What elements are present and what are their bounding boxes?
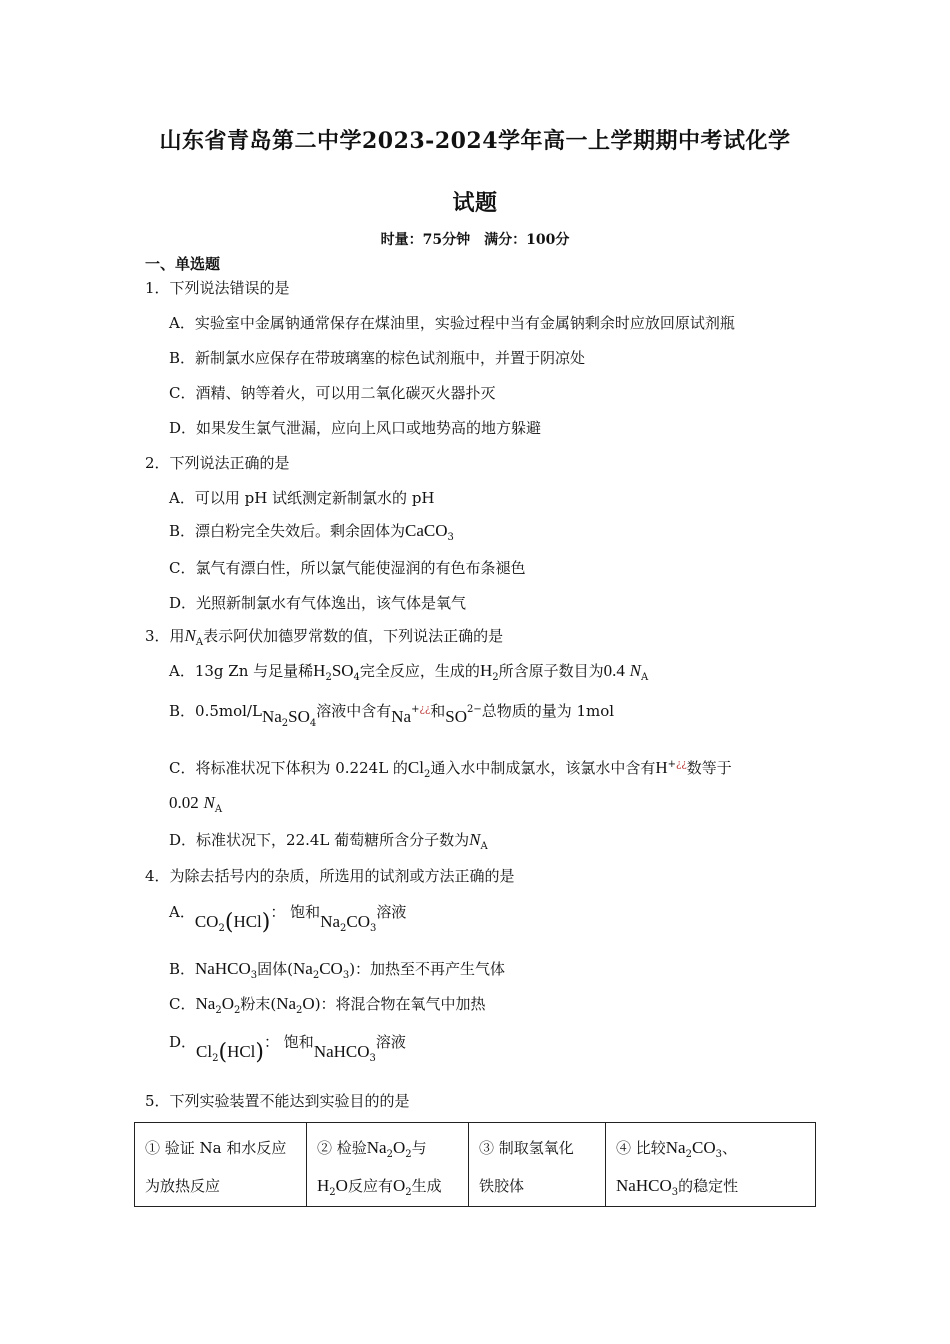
cell-1-line-1: ① 验证 Na 和水反应 xyxy=(145,1139,287,1157)
question-2-stem: 2．下列说法正确的是 xyxy=(145,454,290,472)
question-1-option-b: B．新制氯水应保存在带玻璃塞的棕色试剂瓶中，并置于阴凉处 xyxy=(169,349,586,367)
experiment-table xyxy=(134,1122,816,1207)
question-2-option-c: C．氯气有漂白性，所以氯气能使湿润的有色布条褪色 xyxy=(169,559,526,577)
cell-1-line-2: 为放热反应 xyxy=(145,1177,221,1195)
question-4-option-b: B．NaHCO$_3$固体$(Na_2CO_3)$：加热至不再产生气体 xyxy=(169,959,506,981)
question-5-stem: 5．下列实验装置不能达到实验目的的是 xyxy=(145,1092,410,1110)
question-3-stem: 3．用$N_A$表示阿伏加德罗常数的值，下列说法正确的是 xyxy=(145,626,504,648)
question-2-option-d: D．光照新制氯水有气体逸出，该气体是氧气 xyxy=(169,594,467,612)
cell-4-line-2: NaHCO$_3$的稳定性 xyxy=(616,1176,739,1198)
cell-2-line-2: $H_2O$反应有$O_2$生成 xyxy=(317,1176,442,1198)
page-title-line2: 试题 xyxy=(452,190,498,216)
question-4-option-d: D．$Cl_2(HCl)$： 饱和NaHCO$_3$溶液 xyxy=(169,1033,406,1065)
question-3-option-d: D．标准状况下，22.4L 葡萄糖所含分子数为$N_A$ xyxy=(169,830,488,852)
question-1-option-a: A．实验室中金属钠通常保存在煤油里，实验过程中当有金属钠剩余时应放回原试剂瓶 xyxy=(169,314,735,332)
question-1-option-d: D．如果发生氯气泄漏，应向上风口或地势高的地方躲避 xyxy=(169,419,542,437)
question-3-option-c: C．将标准状况下体积为 0.224L 的$Cl_2$通入水中制成氯水，该氯水中含有H+¿¿数等于 xyxy=(169,758,732,780)
question-3-option-a: A．13g Zn 与足量稀$H_2SO_4$完全反应，生成的$H_2$所含原子数目为0.4 $N_A$ xyxy=(169,661,649,683)
cell-3-line-1: ③ 制取氢氧化 xyxy=(479,1139,574,1157)
question-4-option-a: A．$CO_2(HCl)$： 饱和$Na_2CO_3$溶液 xyxy=(169,903,407,935)
question-2-option-a: A．可以用 pH 试纸测定新制氯水的 pH xyxy=(169,489,435,507)
cell-4-line-1: ④ 比较$Na_2CO_3$、 xyxy=(616,1138,737,1160)
page-title: 山东省青岛第二中学2023-2024学年高一上学期期中考试化学 xyxy=(159,128,791,154)
section-heading: 一、单选题 xyxy=(145,255,221,273)
question-3-option-c-continued: 0.02 $N_A$ xyxy=(169,793,223,815)
table-cell-1 xyxy=(135,1123,307,1206)
table-cell-3 xyxy=(469,1123,606,1206)
exam-meta: 时量：75分钟 满分：100分 xyxy=(380,232,570,248)
question-1-stem: 1．下列说法错误的是 xyxy=(145,279,290,297)
table-cell-4 xyxy=(606,1123,815,1206)
question-4-option-c: C．$Na_2O_2$粉末$(Na_2O)$：将混合物在氧气中加热 xyxy=(169,994,486,1016)
cell-2-line-1: ② 检验$Na_2O_2$与 xyxy=(317,1138,427,1160)
question-3-option-b: B．$0.5mol/LNa_2SO_4$溶液中含有Na+¿¿和$SO^{2-}$总物质的量为 1mol xyxy=(169,702,615,729)
question-4-stem: 4．为除去括号内的杂质，所选用的试剂或方法正确的是 xyxy=(145,867,515,885)
table-cell-2 xyxy=(307,1123,469,1206)
cell-3-line-2: 铁胶体 xyxy=(479,1177,525,1195)
question-1-option-c: C．酒精、钠等着火，可以用二氧化碳灭火器扑灭 xyxy=(169,384,496,402)
question-2-option-b: B．漂白粉完全失效后。剩余固体为CaCO$_3$ xyxy=(169,521,454,543)
